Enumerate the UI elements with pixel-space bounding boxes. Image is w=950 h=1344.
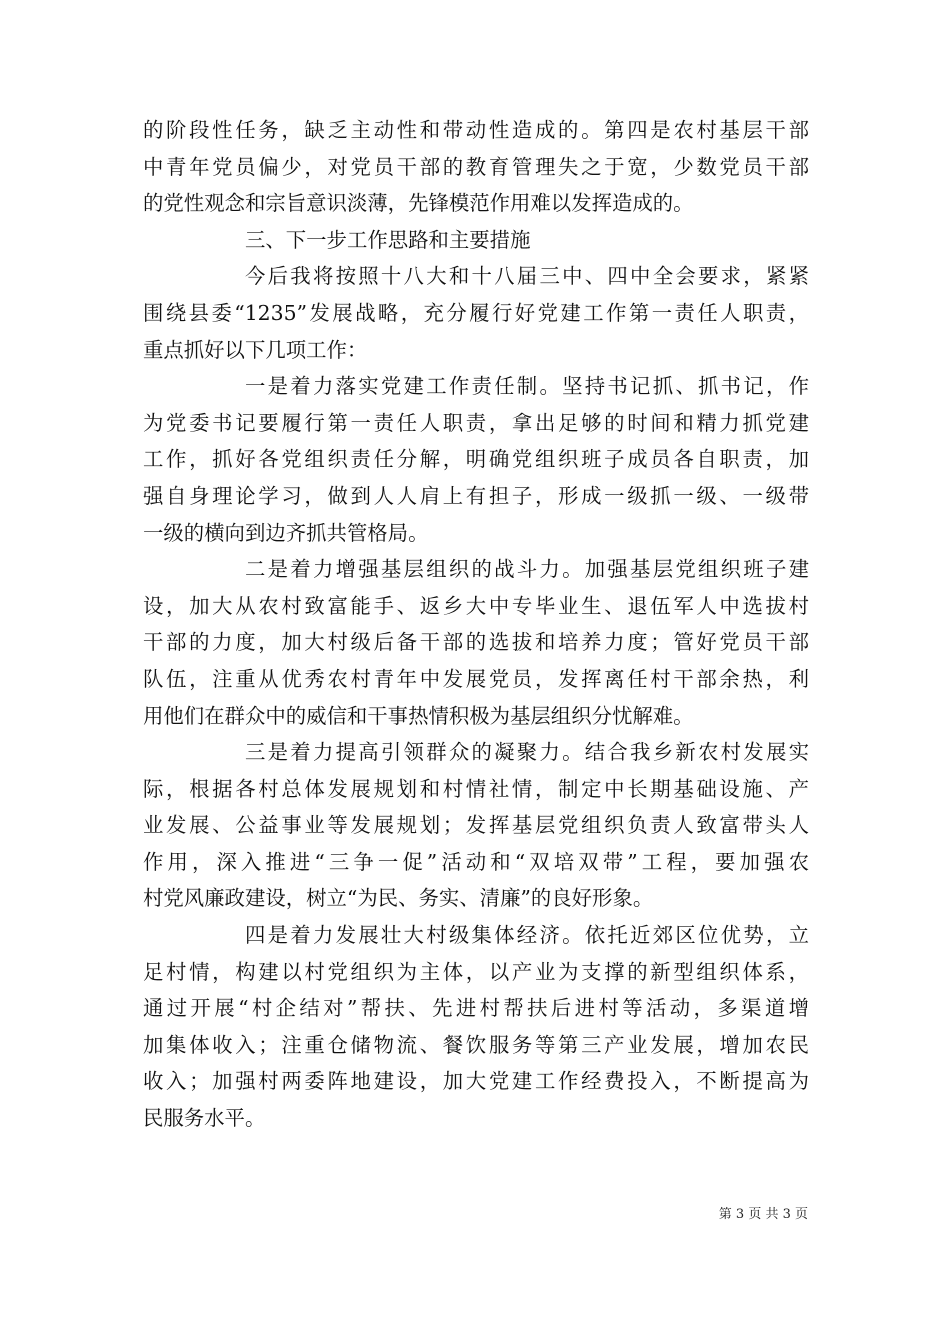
text-line: 工作，抓好各党组织责任分解，明确党组织班子成员各自职责，加 [143, 447, 809, 472]
text-line: 足村情，构建以村党组织为主体，以产业为支撑的新型组织体系， [143, 959, 809, 984]
text-line: 三是着力提高引领群众的凝聚力。结合我乡新农村发展实 [245, 740, 809, 765]
text-line: 用他们在群众中的威信和干事热情积极为基层组织分忧解难。 [143, 703, 694, 728]
text-line: 围绕县委“1235”发展战略，充分履行好党建工作第一责任人职责， [143, 300, 809, 325]
body-text [143, 112, 809, 1137]
text-line: 干部的力度，加大村级后备干部的选拔和培养力度；管好党员干部 [143, 630, 809, 655]
text-line: 民服务水平。 [143, 1106, 266, 1131]
text-line: 收入；加强村两委阵地建设，加大党建工作经费投入，不断提高为 [143, 1069, 809, 1094]
text-line: 一级的横向到边齐抓共管格局。 [143, 520, 429, 545]
text-line: 队伍，注重从优秀农村青年中发展党员，发挥离任村干部余热，利 [143, 666, 809, 691]
text-line: 的党性观念和宗旨意识淡薄，先锋模范作用难以发挥造成的。 [143, 191, 694, 216]
text-line: 中青年党员偏少，对党员干部的教育管理失之于宽，少数党员干部 [143, 154, 809, 179]
text-line: 业发展、公益事业等发展规划；发挥基层党组织负责人致富带头人 [143, 813, 809, 838]
text-line: 际，根据各村总体发展规划和村情社情，制定中长期基础设施、产 [143, 776, 809, 801]
section-heading: 三、下一步工作思路和主要措施 [245, 227, 531, 252]
text-line: 四是着力发展壮大村级集体经济。依托近郊区位优势，立 [245, 923, 809, 948]
text-line: 二是着力增强基层组织的战斗力。加强基层党组织班子建 [245, 557, 809, 582]
text-line: 为党委书记要履行第一责任人职责，拿出足够的时间和精力抓党建 [143, 410, 809, 435]
text-line: 的阶段性任务，缺乏主动性和带动性造成的。第四是农村基层干部 [143, 118, 809, 142]
text-line: 村党风廉政建设，树立“为民、务实、清廉”的良好形象。 [143, 886, 654, 911]
text-line: 强自身理论学习，做到人人肩上有担子，形成一级抓一级、一级带 [143, 483, 809, 508]
page-number: 第 3 页 共 3 页 [718, 1207, 808, 1222]
text-line: 通过开展“村企结对”帮扶、先进村帮扶后进村等活动，多渠道增 [143, 996, 809, 1021]
text-line: 今后我将按照十八大和十八届三中、四中全会要求，紧紧 [245, 264, 809, 289]
text-line: 作用，深入推进“三争一促”活动和“双培双带”工程，要加强农 [143, 849, 809, 874]
text-line: 一是着力落实党建工作责任制。坚持书记抓、抓书记，作 [245, 374, 809, 399]
text-line: 加集体收入；注重仓储物流、餐饮服务等第三产业发展，增加农民 [143, 1032, 809, 1057]
text-line: 重点抓好以下几项工作： [143, 337, 368, 362]
text-line: 设，加大从农村致富能手、返乡大中专毕业生、退伍军人中选拔村 [143, 593, 809, 618]
